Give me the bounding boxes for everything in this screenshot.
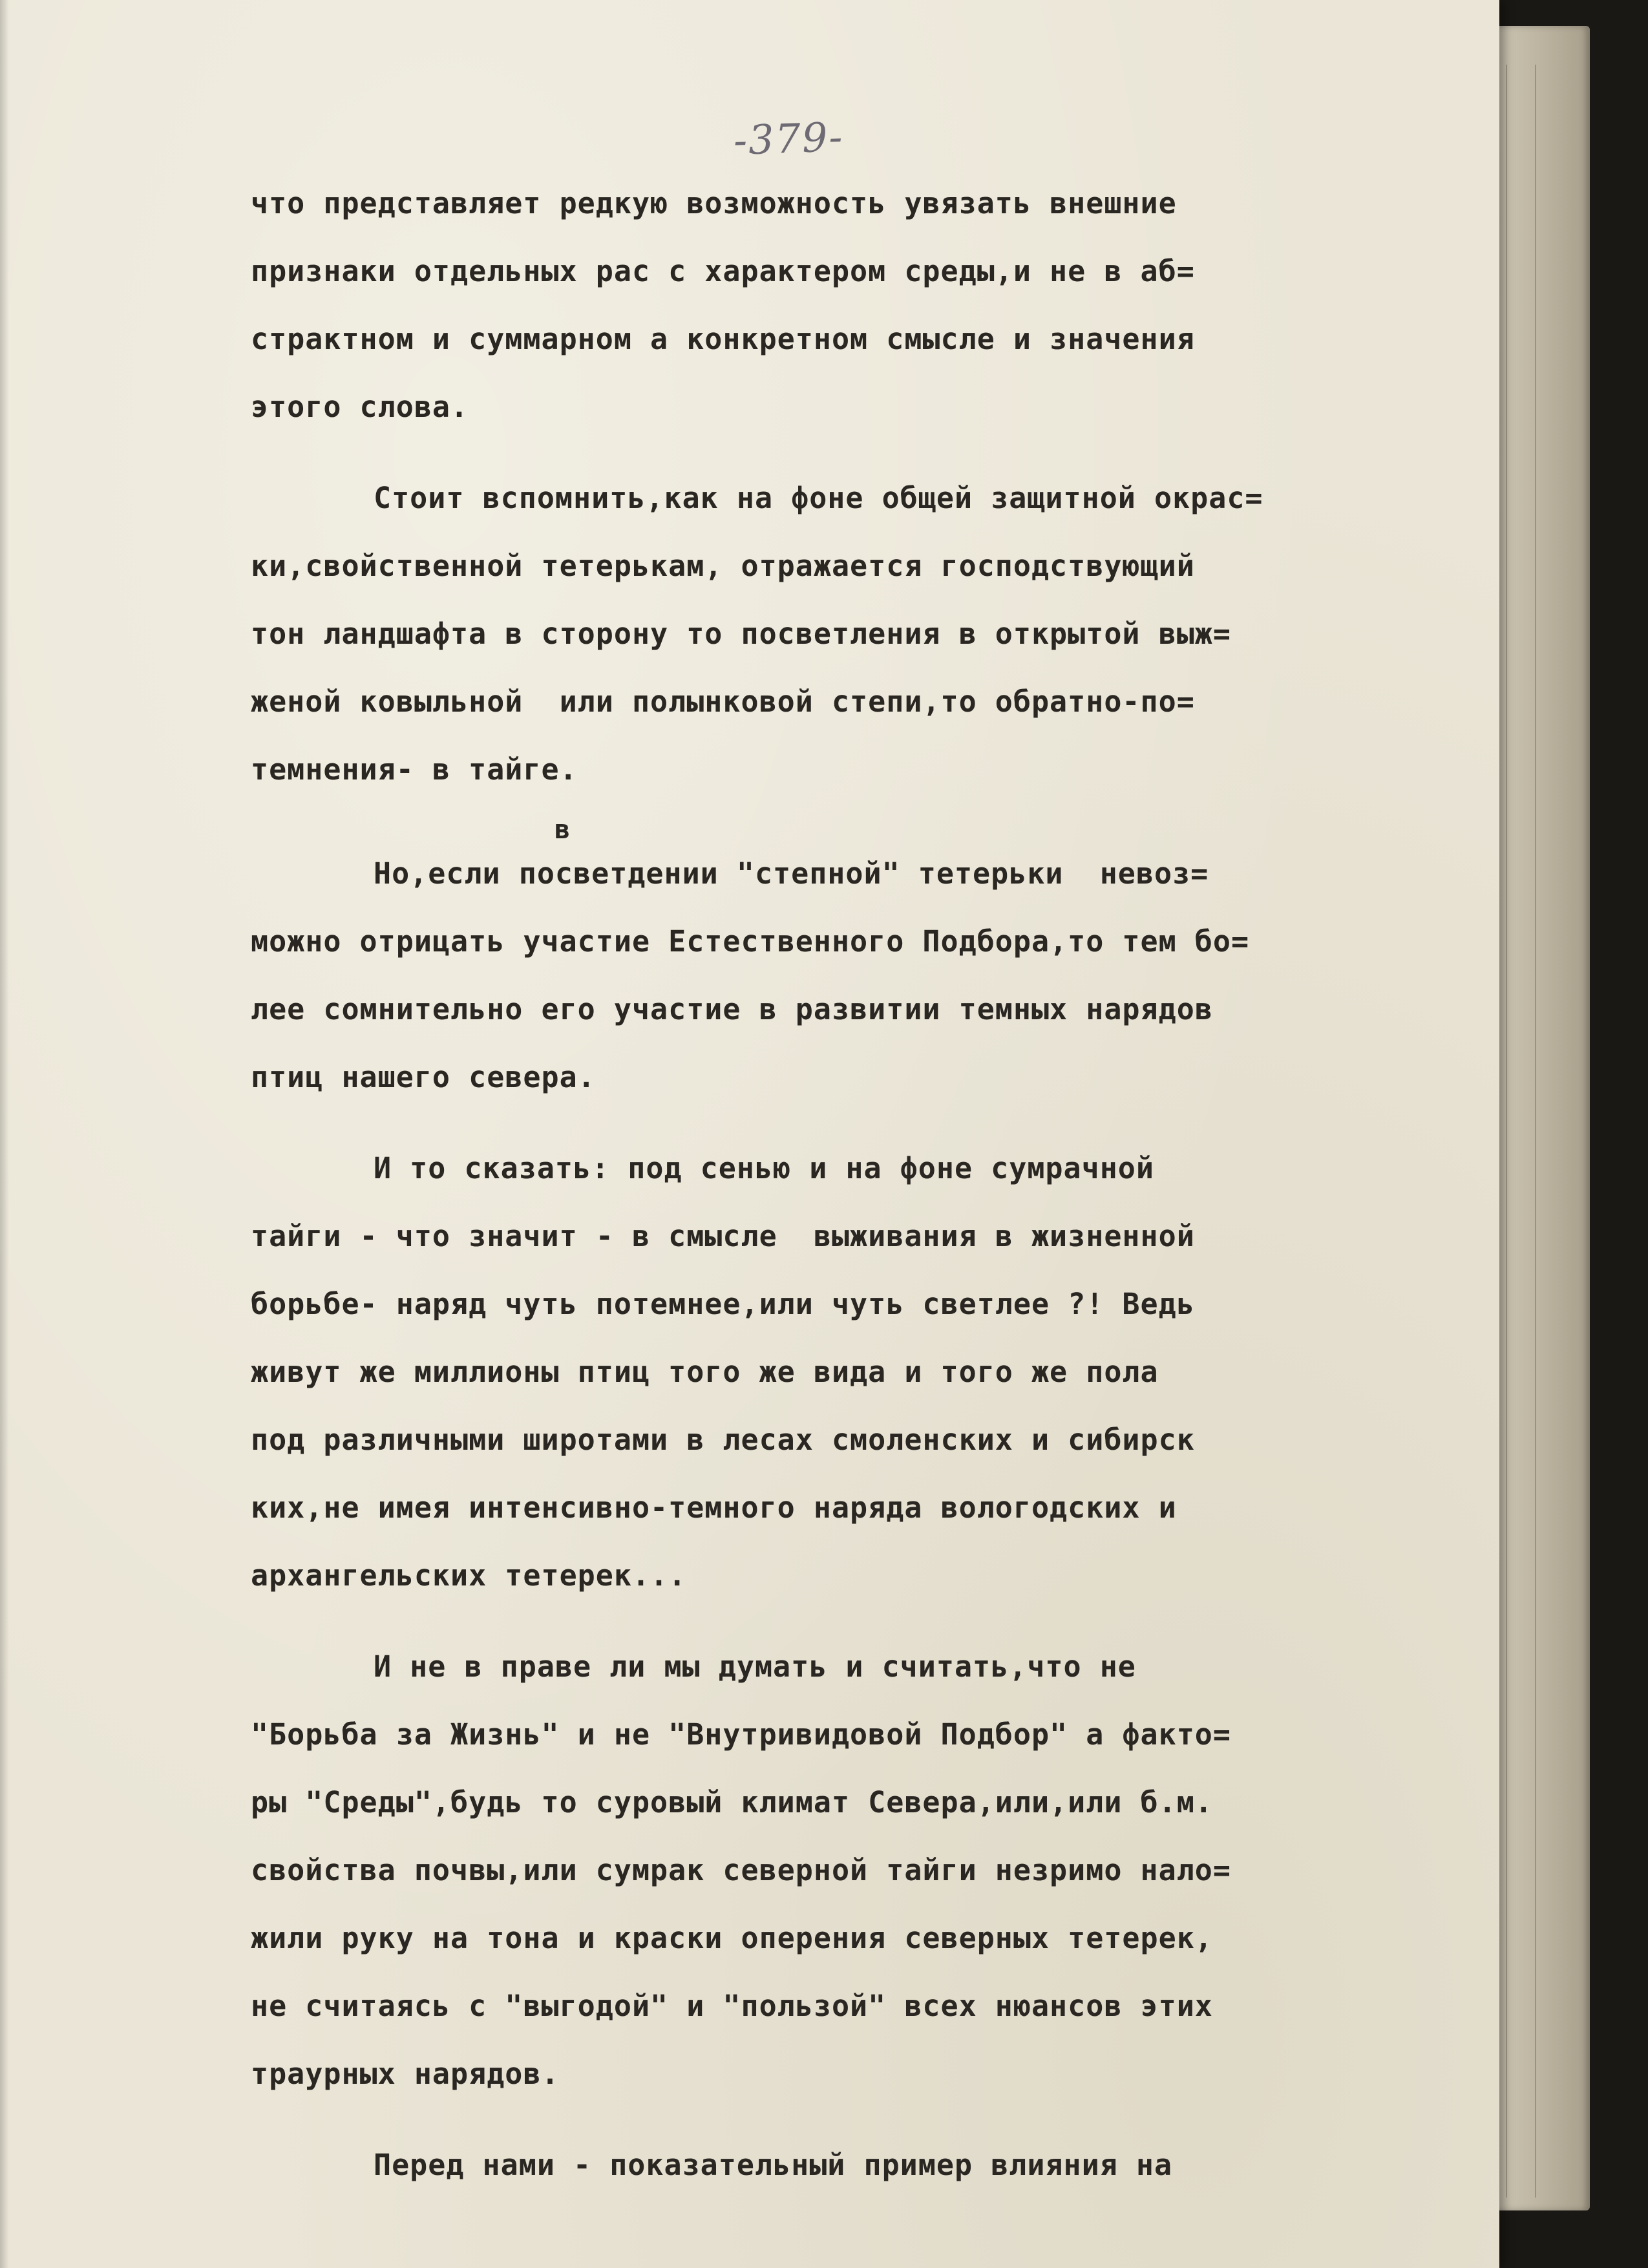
text-line: траурных нарядов.	[251, 2057, 560, 2091]
text-line: ки,свойственной тетерькам, отражается господствующий	[251, 549, 1195, 583]
paragraph	[251, 815, 1440, 1111]
text-line: И то сказать: под сенью и на фоне сумрачной	[374, 1151, 1154, 1185]
paragraph	[251, 1134, 1440, 1609]
paragraph	[251, 169, 1440, 441]
paragraph	[251, 1633, 1440, 2108]
text-line: лее сомнительно его участие в развитии темных нарядов	[251, 992, 1213, 1026]
text-line: тайги - что значит - в смысле выживания в жизненной	[251, 1219, 1195, 1253]
text-line: этого слова.	[251, 390, 469, 424]
text-line: жили руку на тона и краски оперения северных тетерек,	[251, 1921, 1213, 1955]
text-line: под различными широтами в лесах смоленских и сибирск	[251, 1423, 1195, 1457]
text-line: Но,если посветдении "степной" тетерьки невоз=	[374, 856, 1209, 891]
text-line: женой ковыльной или полынковой степи,то обратно-по=	[251, 684, 1195, 719]
text-line: темнения- в тайге.	[251, 752, 578, 787]
paragraph	[251, 2131, 1440, 2199]
text-line: признаки отдельных рас с характером среды,и не в аб=	[251, 254, 1195, 288]
text-line: Стоит вспомнить,как на фоне общей защитной окрас=	[374, 481, 1263, 515]
text-line: свойства почвы,или сумрак северной тайги незримо нало=	[251, 1853, 1231, 1887]
typewritten-text	[251, 169, 1440, 2199]
text-line: Перед нами - показательный пример влияния на	[374, 2148, 1173, 2182]
page-edge-line	[1535, 65, 1536, 2198]
paragraph	[251, 464, 1440, 803]
page-edge-line	[1506, 65, 1507, 2198]
text-line: архангельских тетерек...	[251, 1558, 687, 1593]
text-line: можно отрицать участие Естественного Подбора,то тем бо=	[251, 924, 1250, 959]
text-line: живут же миллионы птиц того же вида и того же пола	[251, 1355, 1159, 1389]
text-line: птиц нашего севера.	[251, 1060, 596, 1094]
text-line: ры "Среды",будь то суровый климат Севера,или,или б.м.	[251, 1785, 1213, 1819]
page-binding-shadow	[0, 0, 9, 2268]
text-line: не считаясь с "выгодой" и "пользой" всех нюансов этих	[251, 1989, 1213, 2023]
paragraph-gap	[251, 1609, 1440, 1633]
handwritten-insertion: в	[555, 815, 571, 845]
text-line: что представляет редкую возможность увязать внешние	[251, 186, 1177, 220]
text-line: страктном и суммарном а конкретном смысле и значения	[251, 322, 1195, 356]
text-line: "Борьба за Жизнь" и не "Внутривидовой Подбор" а факто=	[251, 1717, 1231, 1752]
text-line: ких,не имея интенсивно-темного наряда вологодских и	[251, 1490, 1177, 1525]
paragraph-gap	[251, 1111, 1440, 1134]
page-number: -379-	[732, 113, 845, 164]
paragraph-gap	[251, 441, 1440, 464]
text-line: И не в праве ли мы думать и считать,что не	[374, 1649, 1136, 1684]
paragraph-gap	[251, 2108, 1440, 2131]
text-line: борьбе- наряд чуть потемнее,или чуть светлее ?! Ведь	[251, 1287, 1195, 1321]
text-line: тон ландшафта в сторону то посветления в открытой выж=	[251, 617, 1231, 651]
